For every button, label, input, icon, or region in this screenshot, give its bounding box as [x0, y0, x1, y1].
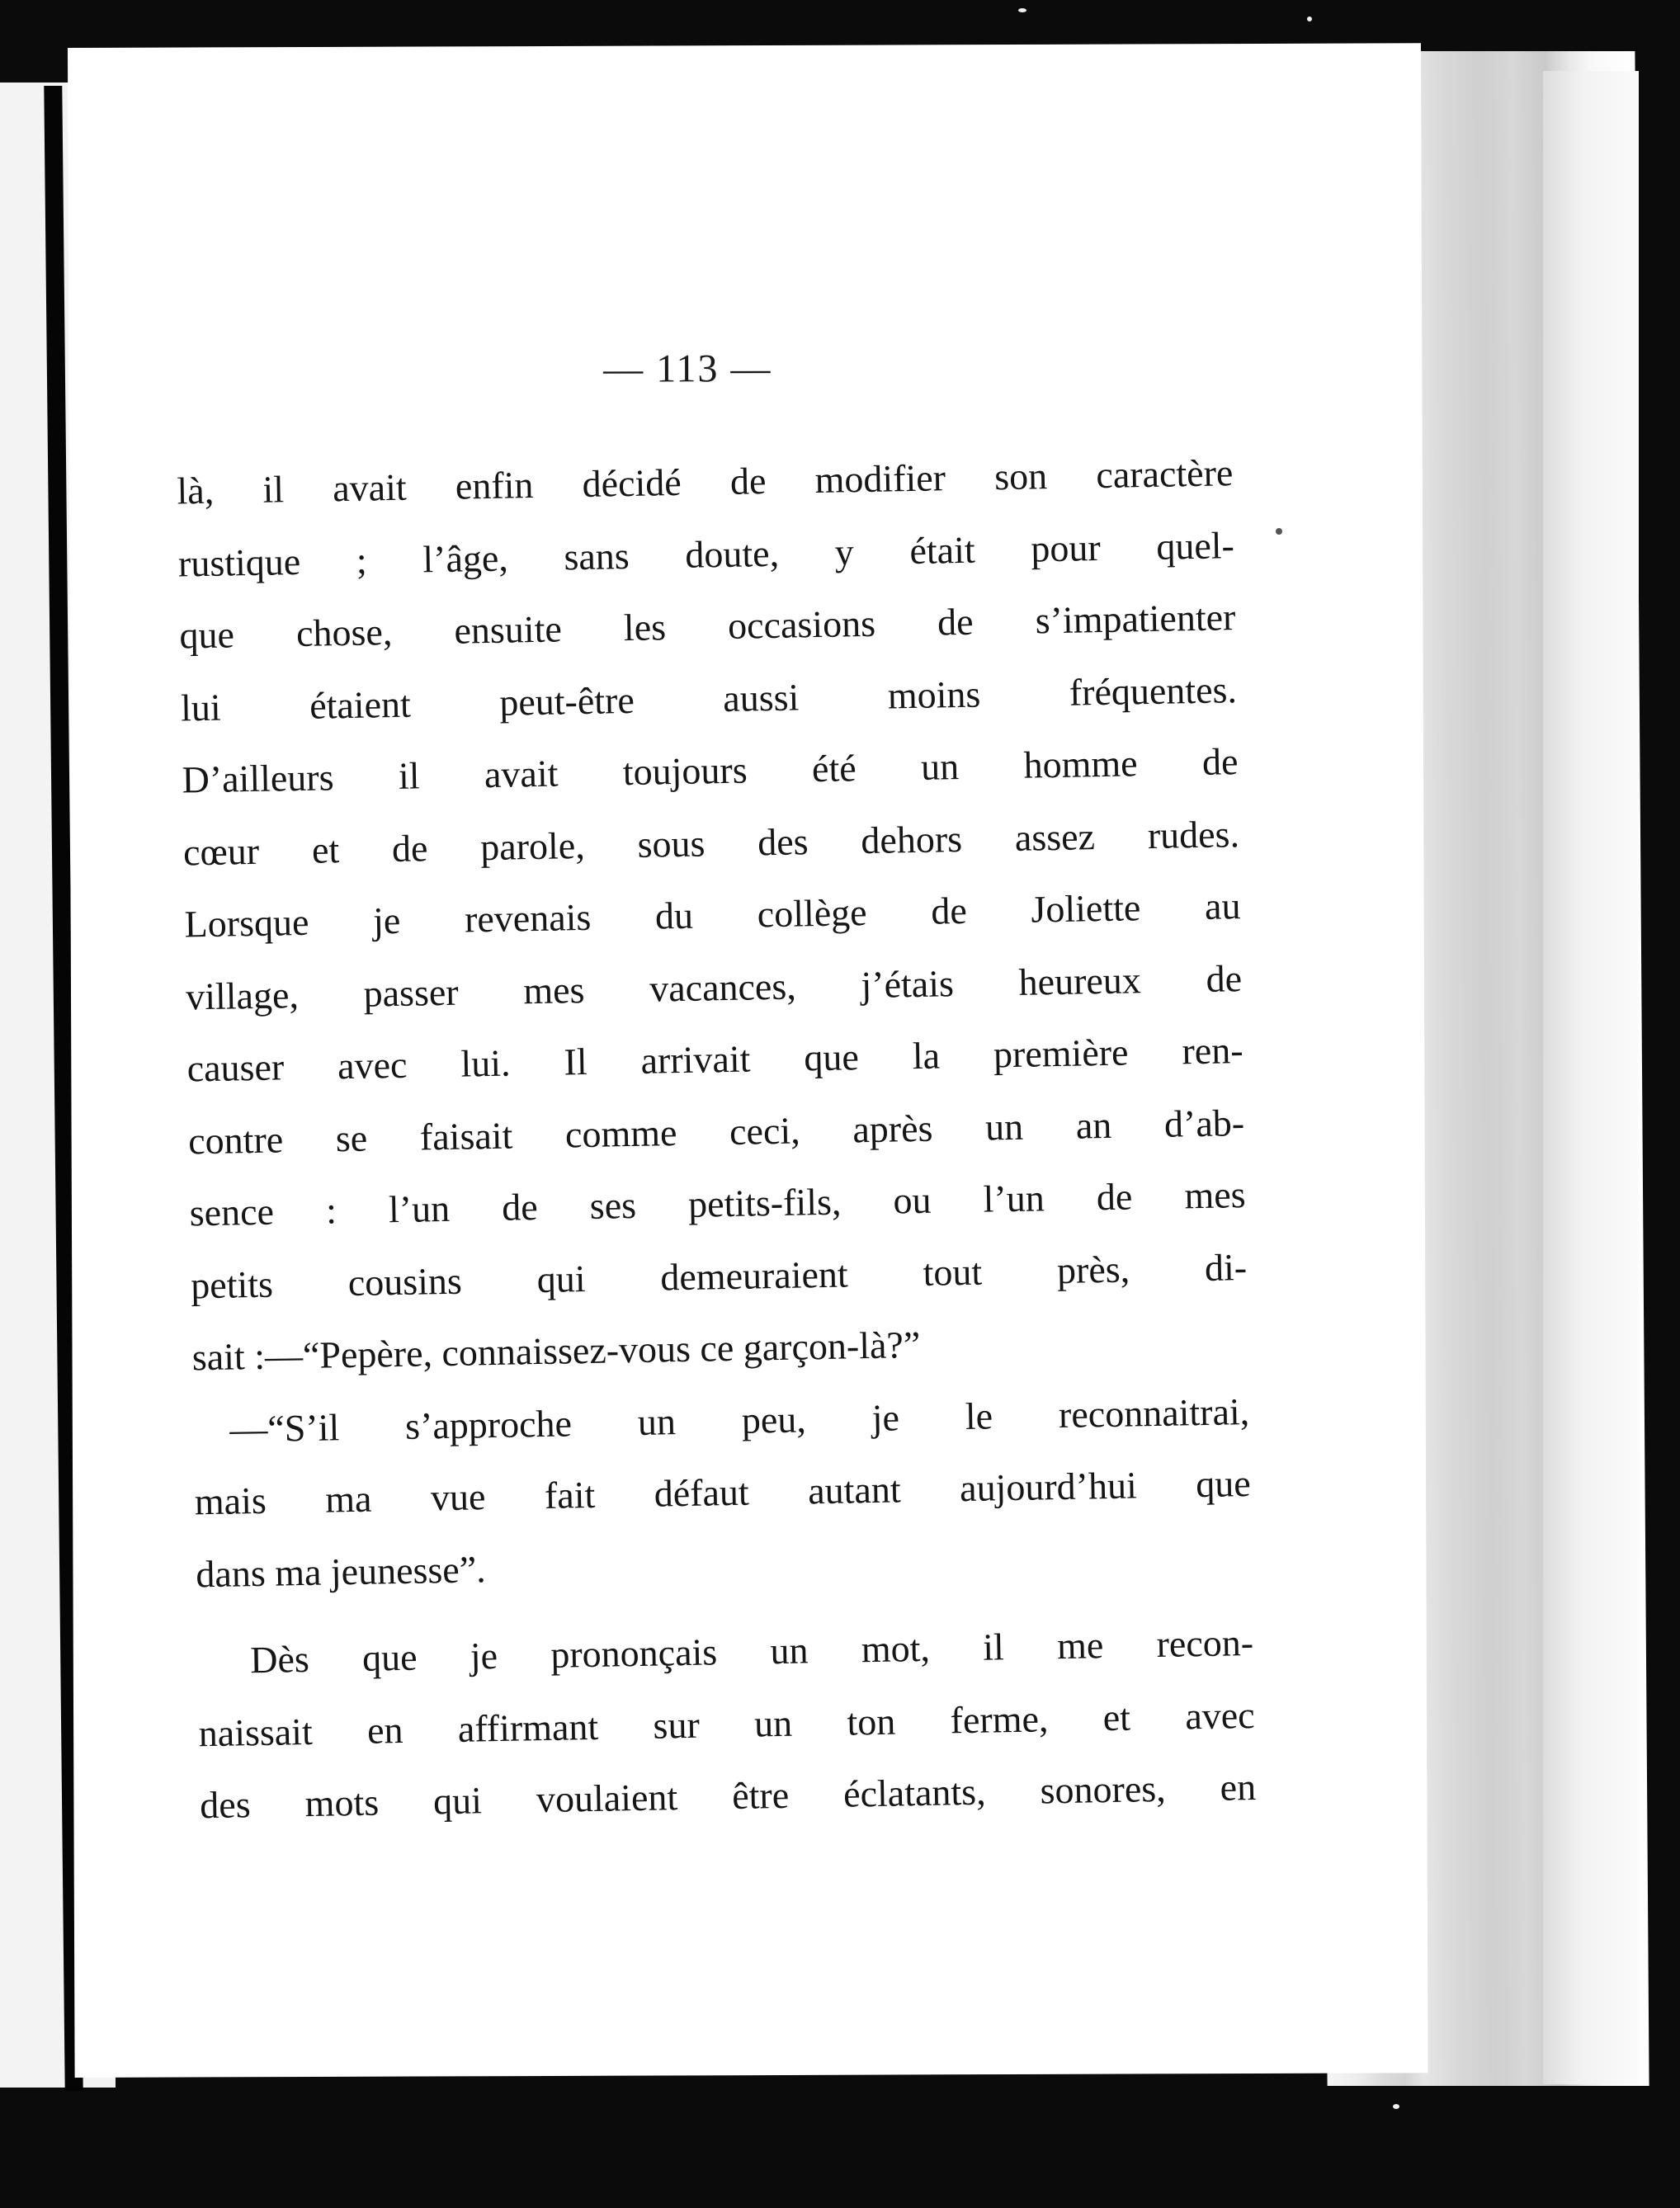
text-line: rustique ; l’âge, sans doute, y était pour quel- — [177, 523, 1235, 585]
page-number: — 113 — — [603, 347, 772, 391]
dust-speck — [1393, 2104, 1399, 2109]
text-line: naissait en affirmant sur un ton ferme, et avec — [198, 1693, 1256, 1754]
text-line: contre se faisait comme ceci, après un an d’ab- — [187, 1101, 1245, 1162]
text-line: là, il avait enfin décidé de modifier son caractère — [177, 451, 1234, 512]
body-text — [177, 436, 1257, 1842]
text-line: mais ma vue fait défaut autant aujourd’hui que — [194, 1462, 1252, 1523]
dust-speck — [1307, 17, 1312, 21]
dust-speck — [1018, 8, 1026, 12]
text-line: Lorsque je revenais du collège de Joliette au — [184, 885, 1241, 946]
text-line: —“S’il s’approche un peu, je le reconnaitrai, — [229, 1389, 1250, 1451]
text-line: sait :—“Pepère, connaissez-vous ce garçon-là?” — [191, 1323, 921, 1379]
text-line: D’ailleurs il avait toujours été un homme de — [182, 740, 1239, 801]
text-line: cœur et de parole, sous des dehors assez rudes. — [182, 812, 1240, 873]
text-line: lui étaient peut-être aussi moins fréquentes. — [180, 668, 1238, 729]
text-line: Dès que je prononçais un mot, il me recon- — [249, 1621, 1254, 1682]
text-line: sence : l’un de ses petits-fils, ou l’un de mes — [189, 1173, 1247, 1234]
text-line: causer avec lui. Il arrivait que la première ren- — [186, 1029, 1243, 1090]
text-line: que chose, ensuite les occasions de s’impatienter — [179, 596, 1236, 657]
text-line: des mots qui voulaient être éclatants, sonores, en — [199, 1765, 1257, 1827]
text-line: village, passer mes vacances, j’étais heureux de — [185, 956, 1243, 1017]
back-cover-edge — [1543, 71, 1639, 2084]
book-page — [68, 43, 1428, 2078]
dust-speck — [1276, 528, 1282, 535]
text-line: dans ma jeunesse”. — [195, 1547, 487, 1595]
text-line: petits cousins qui demeuraient tout près, di- — [190, 1245, 1248, 1306]
